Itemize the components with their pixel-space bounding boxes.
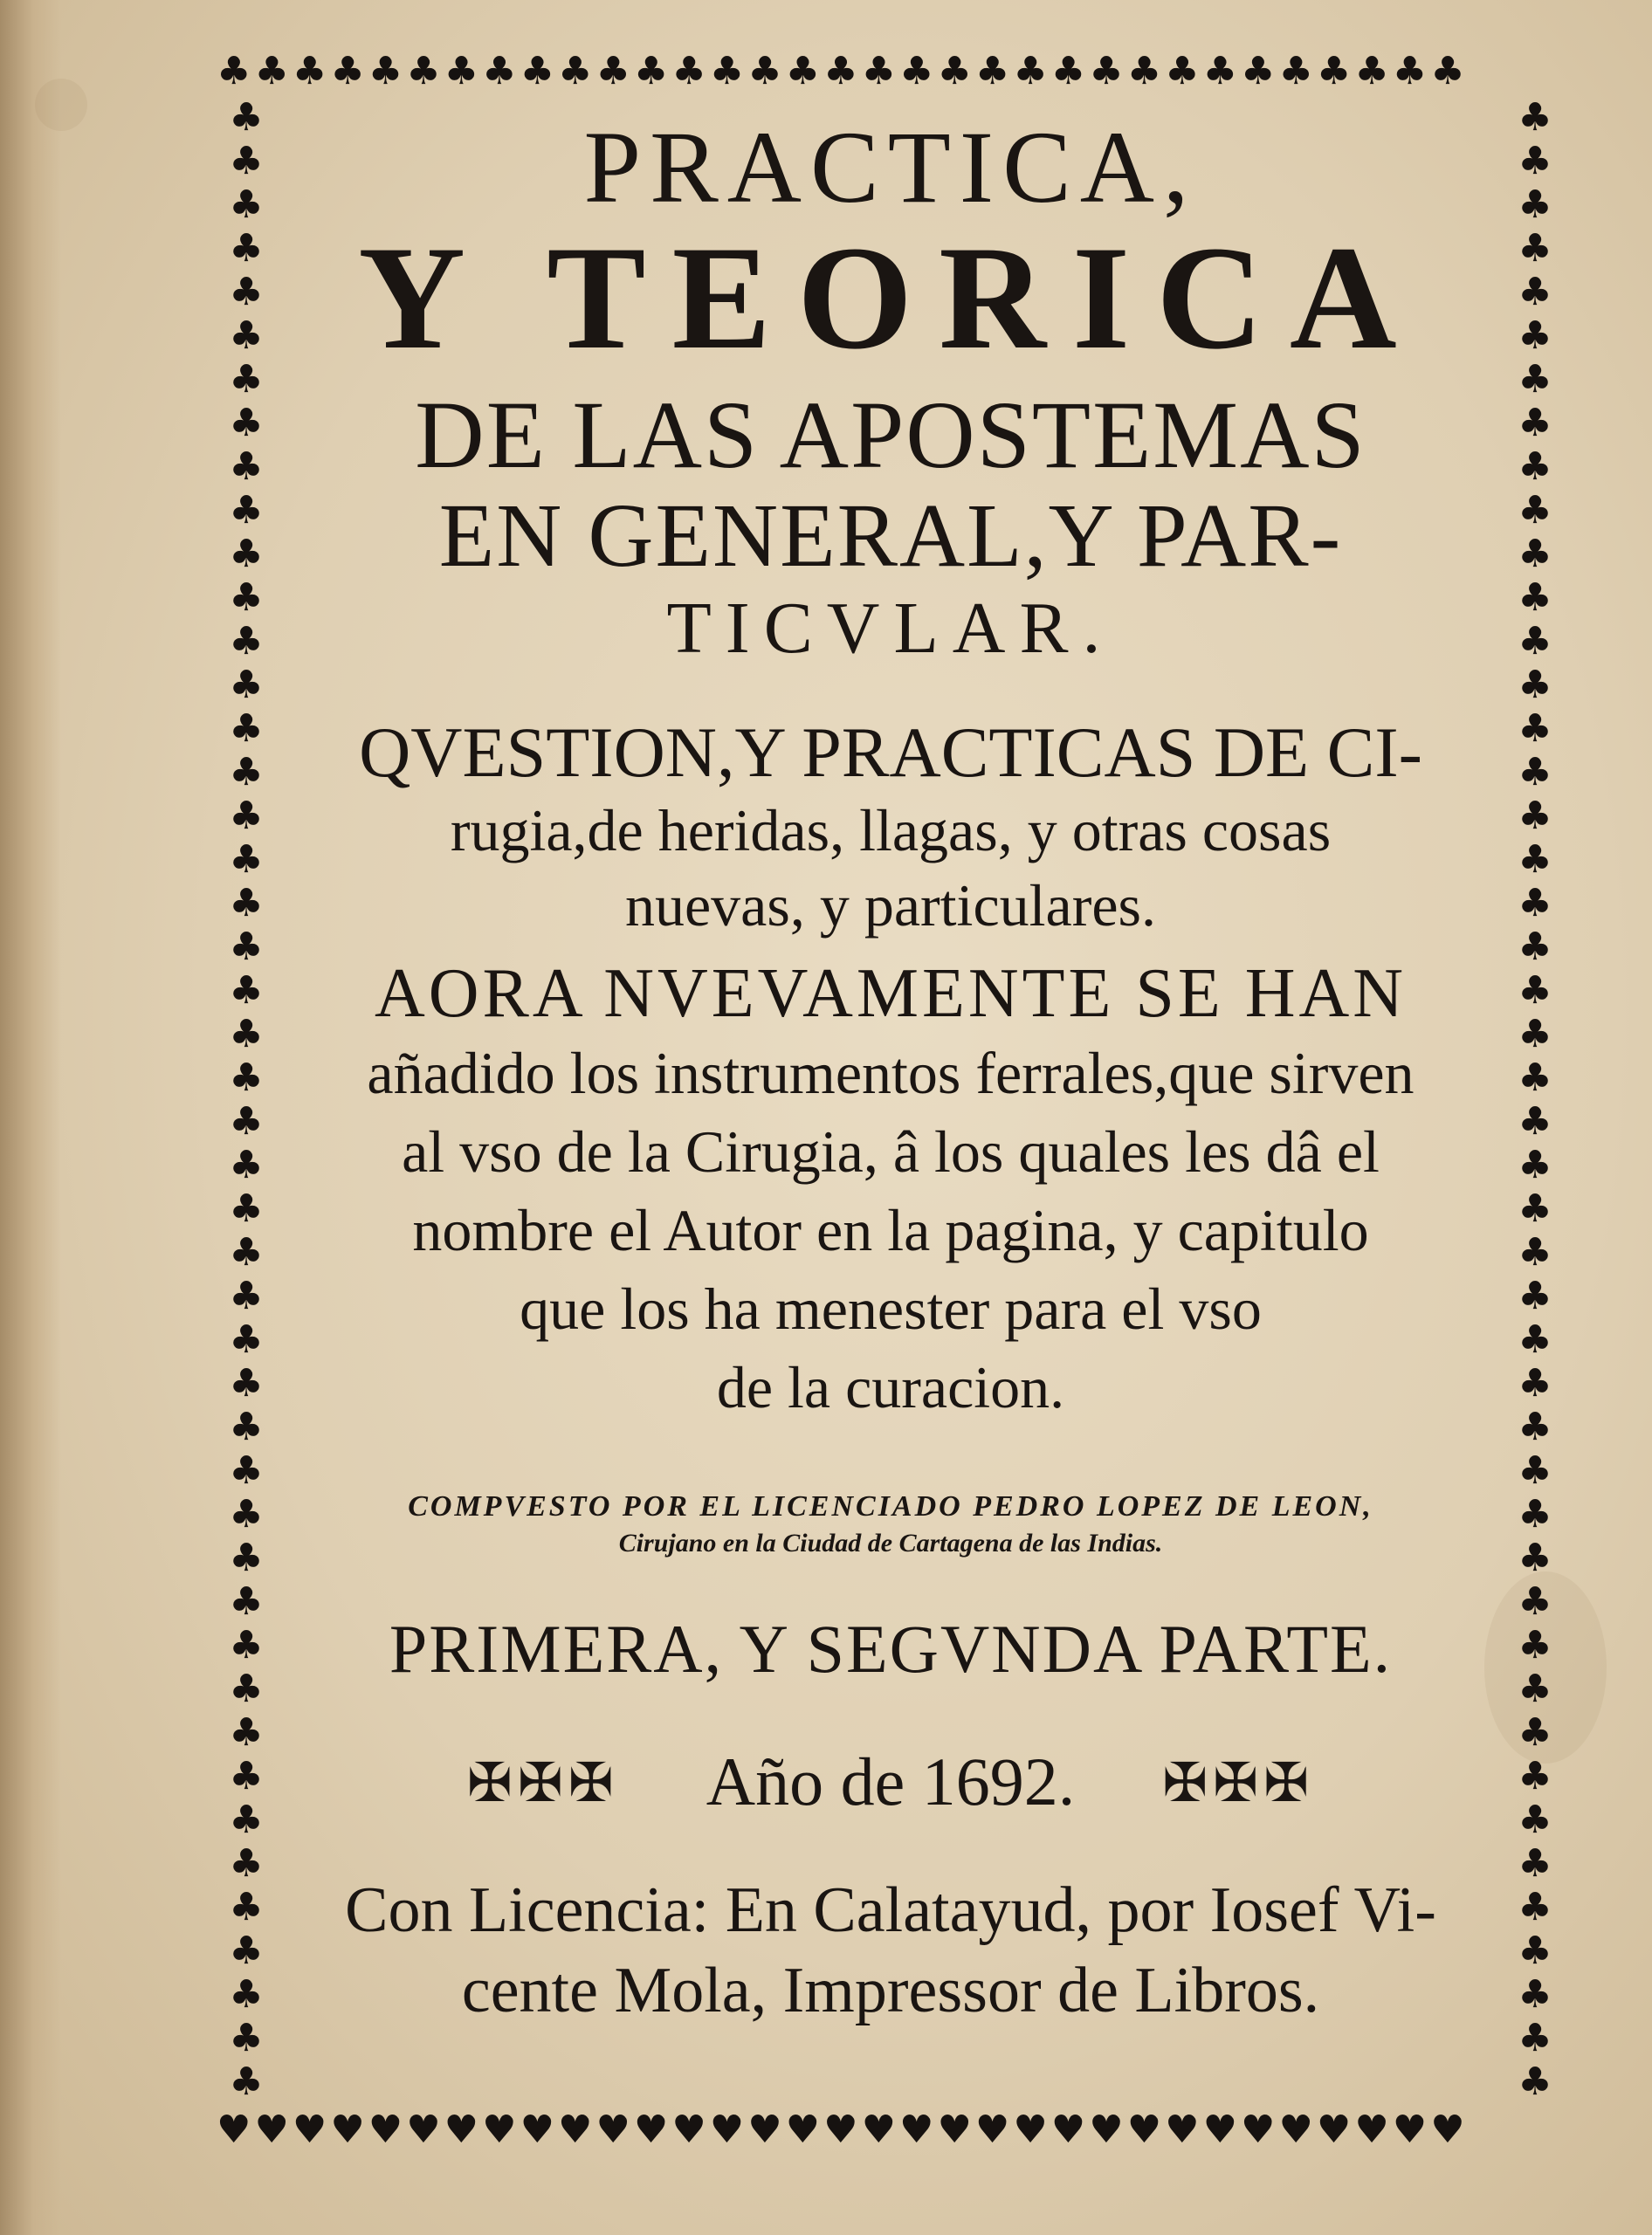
subtitle-line-4: AORA NVEVAMENTE SE HAN bbox=[374, 955, 1408, 1032]
subtitle-line-8: que los ha menester para el vso bbox=[520, 1276, 1262, 1342]
paper-stain bbox=[35, 79, 87, 131]
subtitle-line-9: de la curacion. bbox=[716, 1354, 1065, 1420]
fleuron-ornament-left: ✠✠✠ bbox=[466, 1750, 619, 1814]
ornamental-border-top: ♣♣♣♣♣♣♣♣♣♣♣♣♣♣♣♣♣♣♣♣♣♣♣♣♣♣♣♣♣♣♣♣♣ bbox=[217, 52, 1469, 93]
ornamental-border-right: ♣♣♣♣♣♣♣♣♣♣♣♣♣♣♣♣♣♣♣♣♣♣♣♣♣♣♣♣♣♣♣♣♣♣♣♣♣♣♣♣♣♣♣♣♣♣ bbox=[1518, 96, 1552, 2104]
subtitle-line-7: nombre el Autor en la pagina, y capitulo bbox=[412, 1197, 1369, 1263]
parts-heading: PRIMERA, Y SEGVNDA PARTE. bbox=[389, 1611, 1393, 1687]
ornamental-border-bottom: ♥♥♥♥♥♥♥♥♥♥♥♥♥♥♥♥♥♥♥♥♥♥♥♥♥♥♥♥♥♥♥♥♥ bbox=[217, 2111, 1469, 2152]
subtitle-line-1: QVESTION,Y PRACTICAS DE CI- bbox=[359, 712, 1422, 792]
year-row bbox=[279, 1743, 1502, 1821]
title-page-text bbox=[279, 105, 1502, 2113]
fleuron-ornament-right: ✠✠✠ bbox=[1162, 1750, 1315, 1814]
ornamental-border-left: ♣♣♣♣♣♣♣♣♣♣♣♣♣♣♣♣♣♣♣♣♣♣♣♣♣♣♣♣♣♣♣♣♣♣♣♣♣♣♣♣♣♣♣♣♣♣ bbox=[229, 96, 264, 2104]
subtitle-line-2: rugia,de heridas, llagas, y otras cosas bbox=[450, 797, 1332, 863]
subtitle-line-5: añadido los instrumentos ferrales,que sirven bbox=[367, 1040, 1415, 1106]
author-line-2: Cirujano en la Ciudad de Cartagena de las Indias. bbox=[618, 1529, 1163, 1558]
title-line-1: PRACTICA, bbox=[583, 110, 1198, 224]
title-line-4: EN GENERAL,Y PAR- bbox=[438, 485, 1343, 586]
spine-shadow bbox=[0, 0, 61, 2235]
title-line-2: Y TEORICA bbox=[358, 216, 1423, 380]
imprint-line-2: cente Mola, Impressor de Libros. bbox=[461, 1955, 1320, 2026]
subtitle-line-6: al vso de la Cirugia, â los quales les dâ el bbox=[402, 1118, 1380, 1185]
title-line-3: DE LAS APOSTEMAS bbox=[415, 382, 1366, 488]
author-line-1: COMPVESTO POR EL LICENCIADO PEDRO LOPEZ DE LEON, bbox=[408, 1490, 1373, 1523]
title-line-5: TICVLAR. bbox=[666, 588, 1115, 669]
imprint-line-1: Con Licencia: En Calatayud, por Iosef Vi- bbox=[345, 1874, 1436, 1946]
publication-year: Año de 1692. bbox=[706, 1743, 1076, 1819]
subtitle-line-3: nuevas, y particulares. bbox=[625, 872, 1156, 939]
